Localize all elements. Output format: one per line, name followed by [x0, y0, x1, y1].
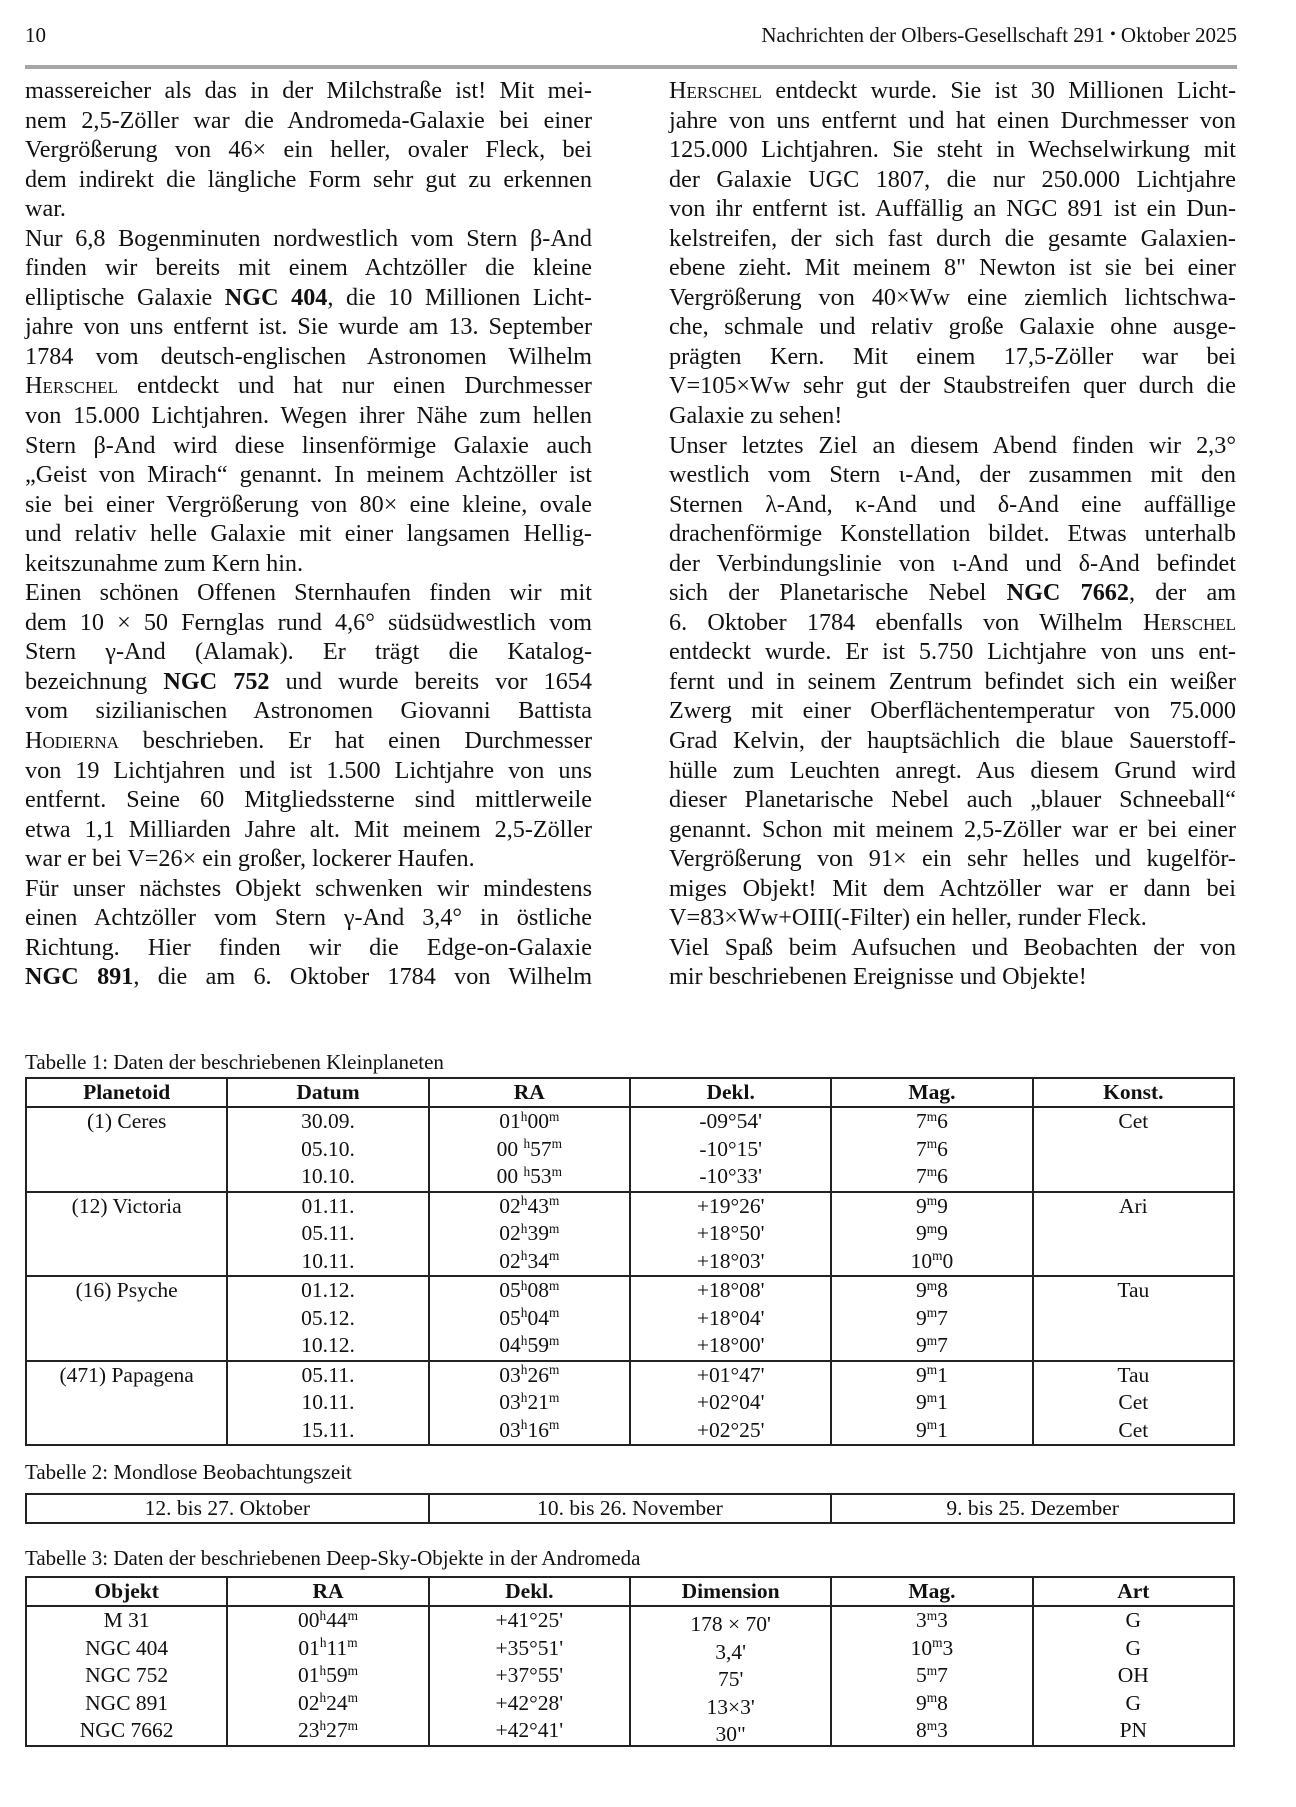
text-line [25, 312, 592, 342]
running-header [25, 20, 1237, 50]
text-line [25, 401, 592, 431]
text-run: 1784 vom deutsch-englischen Astronomen Wilhelm [25, 342, 592, 370]
object-designation: NGC 404 [224, 283, 328, 311]
text-line [669, 431, 1236, 461]
dimension-value: 3,4' [715, 1639, 747, 1664]
konst-value: Cet [1118, 1417, 1149, 1442]
ra-cell [429, 1107, 630, 1192]
text-line [25, 371, 592, 401]
text-run: finden wir bereits mit einem Achtzöller die kleine [25, 254, 592, 282]
table-kleinplaneten [25, 1077, 1235, 1446]
text-line [25, 608, 592, 638]
text-run: jahre von uns entfernt ist. Sie wurde am 13. September [25, 313, 592, 341]
text-run: dem indirekt die längliche Form sehr gut zu erkennen [25, 165, 592, 193]
text-run: V=83×Ww+OIII(-Filter) ein heller, runder Fleck. [669, 904, 1147, 932]
text-line [669, 519, 1236, 549]
text-run: Vergrößerung von 91× ein sehr helles und kugelför- [669, 845, 1236, 873]
mag-cell [831, 1192, 1032, 1277]
table1-caption: Tabelle 1: Daten der beschriebenen Kleinplaneten [25, 1050, 444, 1074]
page-number: 10 [25, 23, 46, 47]
ra-cell [429, 1276, 630, 1361]
objekt-value: NGC 891 [85, 1690, 169, 1715]
konst-cell [1033, 1192, 1234, 1277]
text-line [669, 342, 1236, 372]
issue-date: Oktober 2025 [1120, 23, 1237, 47]
planetoid-name: (471) Papagena [59, 1362, 194, 1387]
objekt-value: NGC 752 [85, 1663, 169, 1687]
text-run: hülle zum Leuchten anregt. Aus diesem Grund wird [669, 756, 1236, 784]
text-line [669, 815, 1236, 845]
datum-value: 10.11. [301, 1390, 355, 1414]
ra-value: 03$^h$16$^m$ [499, 1417, 560, 1442]
dekl-value: +41°25' [495, 1608, 564, 1632]
text-run: miges Objekt! Mit dem Achtzöller war er dann bei [669, 874, 1236, 902]
konst-value: Cet [1118, 1109, 1149, 1133]
text-line [25, 490, 592, 520]
text-run: , der am [1129, 579, 1237, 607]
article-column-right [669, 76, 1236, 992]
dekl-cell [630, 1107, 831, 1192]
table-header-row [26, 1078, 1234, 1107]
planetoid-cell [26, 1107, 227, 1192]
art-value: G [1125, 1690, 1142, 1715]
mag-cell [831, 1361, 1032, 1446]
text-run: jahre von uns entfernt und hat einen Durchmesser von [669, 106, 1236, 134]
text-run: Einen schönen Offenen Sternhaufen finden wir mit [25, 579, 592, 607]
table-cell: 10. bis 26. November [429, 1494, 832, 1523]
dekl-cell [630, 1192, 831, 1277]
ra-value: 23$^h$27$^m$ [297, 1717, 359, 1742]
table2-caption: Tabelle 2: Mondlose Beobachtungszeit [25, 1460, 352, 1484]
table-cell: 9. bis 25. Dezember [831, 1494, 1234, 1523]
text-run: westlich vom Stern ι-And, der zusammen mit den [669, 461, 1236, 489]
konst-value: Tau [1117, 1278, 1150, 1302]
header-rule [25, 65, 1237, 69]
konst-value [1034, 1220, 1233, 1248]
planetoid-name: (16) Psyche [75, 1278, 178, 1302]
table-header-row [26, 1577, 1234, 1606]
text-run: Stern β-And wird diese linsenförmige Galaxie auch [25, 431, 592, 459]
dekl-value: +18°08' [696, 1278, 765, 1302]
text-line [669, 135, 1236, 165]
dekl-value: +37°55' [495, 1663, 564, 1687]
text-run: , die 10 Millionen Licht- [327, 283, 592, 311]
planetoid-name: (1) Ceres [86, 1109, 167, 1133]
ra-cell [429, 1361, 630, 1446]
dekl-value: +18°00' [696, 1333, 765, 1357]
text-run: prägten Kern. Mit einem 17,5-Zöller war bei [669, 342, 1236, 370]
planetoid-cell [26, 1276, 227, 1361]
text-line [25, 76, 592, 106]
mag-value: 7$^m$6 [916, 1136, 948, 1161]
object-designation: NGC 891 [25, 963, 134, 991]
text-line [669, 253, 1236, 283]
author-name: Herschel [25, 372, 119, 400]
dekl-value: +02°25' [696, 1417, 765, 1442]
mag-value: 9$^m$1 [916, 1389, 948, 1414]
text-line [669, 933, 1236, 963]
text-line [669, 608, 1236, 638]
column-header: RA [429, 1078, 630, 1107]
mag-value: 7$^m$6 [916, 1108, 948, 1133]
datum-value: 30.09. [301, 1109, 355, 1133]
ra-value: 00 $^h$57$^m$ [496, 1136, 563, 1161]
dekl-value: +19°26' [696, 1193, 765, 1218]
text-run: dieser Planetarische Nebel auch „blauer Schneeball“ [669, 786, 1236, 814]
text-run: ebene zieht. Mit meinem 8" Newton ist sie bei einer [669, 254, 1236, 282]
mag-value: 9$^m$7 [916, 1305, 948, 1330]
dimension-value: 13×3' [706, 1694, 755, 1719]
planetoid-cell [26, 1192, 227, 1277]
datum-cell [227, 1107, 428, 1192]
column-header: Mag. [831, 1078, 1032, 1107]
text-line [669, 903, 1236, 933]
konst-value [1034, 1332, 1233, 1360]
table-row [26, 1494, 1234, 1523]
text-line [25, 460, 592, 490]
mag-value: 9$^m$1 [916, 1362, 948, 1387]
konst-cell [1033, 1361, 1234, 1446]
datum-cell [227, 1361, 428, 1446]
text-line [25, 696, 592, 726]
text-run: Für unser nächstes Objekt schwenken wir mindestens [25, 874, 592, 902]
text-run: einen Achtzöller vom Stern γ-And 3,4° in östliche [25, 904, 592, 932]
text-line [25, 165, 592, 195]
text-run: drachenförmige Konstellation bildet. Etwas unterhalb [669, 520, 1236, 548]
text-run: und wurde bereits vor 1654 [269, 667, 592, 695]
text-run: von 19 Lichtjahren und ist 1.500 Lichtjahre von uns [25, 756, 592, 784]
column-header: Mag. [831, 1577, 1032, 1606]
table-row-group [26, 1192, 1234, 1277]
text-run: von ihr entfernt ist. Auffällig an NGC 891 ist ein Dun- [669, 195, 1236, 223]
text-line [25, 874, 592, 904]
author-name: Hodierna [25, 727, 119, 755]
text-run: V=105×Ww sehr gut der Staubstreifen quer durch die [669, 372, 1236, 400]
publication-name: Nachrichten der Olbers-Gesellschaft 291 [761, 23, 1105, 47]
konst-value [1034, 1163, 1233, 1191]
table-mondlose-zeit [25, 1493, 1235, 1524]
ra-cell [227, 1606, 428, 1746]
text-line [25, 933, 592, 963]
text-line [25, 903, 592, 933]
column-header: Konst. [1033, 1078, 1234, 1107]
text-run: beschrieben. Er hat einen Durchmesser [118, 727, 592, 755]
ra-value: 04$^h$59$^m$ [499, 1332, 560, 1357]
text-run: mir beschriebenen Ereignisse und Objekte! [669, 963, 1087, 991]
dekl-cell [429, 1606, 630, 1746]
dekl-value: -10°15' [699, 1136, 762, 1161]
dekl-cell [630, 1361, 831, 1446]
datum-value: 10.11. [301, 1248, 355, 1273]
text-run: Vergrößerung von 40×Ww eine ziemlich lichtschwa- [669, 283, 1236, 311]
column-header: RA [227, 1577, 428, 1606]
datum-value: 10.12. [301, 1333, 355, 1357]
text-run: Vergrößerung von 46× ein heller, ovaler Fleck, bei [25, 136, 592, 164]
mag-value: 9$^m$9 [916, 1193, 948, 1218]
datum-value: 01.12. [301, 1278, 355, 1302]
text-line [669, 224, 1236, 254]
text-line [25, 726, 592, 756]
text-run: entdeckt wurde. Er ist 5.750 Lichtjahre von uns ent- [669, 638, 1236, 666]
text-line [25, 135, 592, 165]
konst-value [1034, 1248, 1233, 1276]
object-designation: NGC 7662 [1006, 579, 1129, 607]
planetoid-name: (12) Victoria [71, 1193, 182, 1218]
text-line [25, 253, 592, 283]
objekt-cell [26, 1606, 227, 1746]
ra-cell [429, 1192, 630, 1277]
text-run: vom sizilianischen Astronomen Giovanni Battista [25, 697, 592, 725]
table-body-row [26, 1606, 1234, 1746]
text-line [669, 696, 1236, 726]
art-value: PN [1119, 1718, 1148, 1742]
ra-value: 02$^h$34$^m$ [499, 1248, 560, 1273]
text-run: Grad Kelvin, der hauptsächlich die blaue Sauerstoff- [669, 727, 1236, 755]
text-run: Sternen λ-And, κ-And und δ-And eine auffällige [669, 490, 1236, 518]
text-run: Viel Spaß beim Aufsuchen und Beobachten der von [669, 933, 1236, 961]
text-run: entfernt. Seine 60 Mitgliedssterne sind mittlerweile [25, 786, 592, 814]
text-run: „Geist von Mirach“ genannt. In meinem Achtzöller ist [25, 461, 592, 489]
text-run: Richtung. Hier finden wir die Edge-on-Galaxie [25, 933, 592, 961]
text-run: kelstreifen, der sich fast durch die gesamte Galaxien- [669, 224, 1236, 252]
table-deep-sky-objekte [25, 1576, 1235, 1747]
text-line [25, 283, 592, 313]
mag-value: 5$^m$7 [916, 1662, 948, 1687]
objekt-value: NGC 404 [85, 1635, 169, 1660]
table-row-group [26, 1107, 1234, 1192]
text-line [669, 637, 1236, 667]
ra-value: 00 $^h$53$^m$ [496, 1163, 563, 1188]
text-run: war er bei V=26× ein großer, lockerer Haufen. [25, 845, 475, 873]
text-run: 6. Oktober 1784 ebenfalls von Wilhelm [669, 608, 1143, 636]
table-row-group [26, 1361, 1234, 1446]
text-run: che, schmale und relativ große Galaxie ohne ausge- [669, 313, 1236, 341]
ra-value: 02$^h$24$^m$ [297, 1690, 359, 1715]
column-header: Art [1033, 1577, 1234, 1606]
text-line [25, 844, 592, 874]
konst-value: Cet [1118, 1390, 1149, 1414]
text-run: Galaxie zu sehen! [669, 402, 843, 430]
mag-value: 9$^m$9 [916, 1220, 948, 1245]
dekl-value: +18°50' [696, 1221, 765, 1245]
ra-value: 02$^h$39$^m$ [499, 1220, 560, 1245]
publication-title [761, 20, 1237, 53]
column-header: Planetoid [26, 1078, 227, 1107]
text-line [25, 815, 592, 845]
datum-value: 01.11. [301, 1193, 355, 1218]
dimension-value: 30" [715, 1722, 746, 1746]
dekl-value: +02°04' [696, 1390, 765, 1414]
text-line [669, 874, 1236, 904]
mag-value: 8$^m$3 [916, 1717, 948, 1742]
dekl-cell [630, 1276, 831, 1361]
konst-value: Ari [1118, 1193, 1148, 1218]
ra-value: 01$^h$59$^m$ [297, 1662, 359, 1687]
dekl-value: +01°47' [696, 1362, 765, 1387]
text-run: sie bei einer Vergrößerung von 80× eine kleine, ovale [25, 490, 592, 518]
text-line [25, 549, 592, 579]
text-line [25, 756, 592, 786]
text-line [25, 431, 592, 461]
konst-value [1034, 1305, 1233, 1333]
text-line [25, 962, 592, 992]
column-header: Datum [227, 1078, 428, 1107]
article-column-left [25, 76, 592, 992]
mag-value: 3$^m$3 [916, 1607, 948, 1632]
table3-caption: Tabelle 3: Daten der beschriebenen Deep-Sky-Objekte in der Andromeda [25, 1546, 641, 1570]
text-run: elliptische Galaxie [25, 283, 225, 311]
text-run: sich der Planetarische Nebel [669, 579, 1007, 607]
datum-value: 05.10. [301, 1136, 355, 1161]
text-line [669, 844, 1236, 874]
text-run: dem 10 × 50 Fernglas rund 4,6° südsüdwestlich vom [25, 608, 592, 636]
text-line [25, 342, 592, 372]
text-line [669, 578, 1236, 608]
art-cell [1033, 1606, 1234, 1746]
text-run: , die am 6. Oktober 1784 von Wilhelm [133, 963, 593, 991]
column-header: Dimension [630, 1577, 831, 1606]
art-value: OH [1117, 1663, 1149, 1687]
planetoid-cell [26, 1361, 227, 1446]
datum-cell [227, 1276, 428, 1361]
text-run: fernt und in seinem Zentrum befindet sich ein weißer [669, 667, 1236, 695]
mag-value: 9$^m$8 [916, 1277, 948, 1302]
konst-cell [1033, 1276, 1234, 1361]
datum-value: 05.12. [301, 1305, 355, 1330]
text-run: entdeckt und hat nur einen Durchmesser [118, 372, 592, 400]
column-header: Dekl. [630, 1078, 831, 1107]
ra-value: 03$^h$26$^m$ [499, 1362, 560, 1387]
text-line [669, 490, 1236, 520]
bullet-separator: • [1110, 26, 1116, 43]
konst-value [1034, 1136, 1233, 1164]
ra-value: 01$^h$00$^m$ [499, 1108, 560, 1133]
text-line [25, 224, 592, 254]
konst-cell [1033, 1107, 1234, 1192]
ra-value: 01$^h$11$^m$ [298, 1635, 358, 1660]
dimension-value: 75' [717, 1667, 744, 1691]
dekl-value: +35°51' [495, 1635, 564, 1660]
text-line [25, 578, 592, 608]
text-line [669, 962, 1236, 992]
table-cell: 12. bis 27. Oktober [26, 1494, 429, 1523]
objekt-value: NGC 7662 [79, 1718, 174, 1742]
text-line [669, 106, 1236, 136]
text-run: bezeichnung [25, 667, 164, 695]
ra-value: 05$^h$08$^m$ [499, 1277, 560, 1302]
konst-value: Tau [1117, 1362, 1150, 1387]
mag-cell [831, 1276, 1032, 1361]
datum-value: 05.11. [301, 1362, 355, 1387]
dekl-value: +18°03' [696, 1248, 765, 1273]
text-line [669, 667, 1236, 697]
text-line [669, 549, 1236, 579]
dimension-value: 178 × 70' [690, 1612, 771, 1636]
text-line [25, 637, 592, 667]
art-value: G [1125, 1608, 1142, 1632]
dimension-cell [630, 1606, 831, 1746]
text-run: von 15.000 Lichtjahren. Wegen ihrer Nähe zum hellen [25, 402, 592, 430]
text-line [669, 460, 1236, 490]
text-run: genannt. Schon mit meinem 2,5-Zöller war er bei einer [669, 815, 1236, 843]
text-run: der Galaxie UGC 1807, die nur 250.000 Lichtjahre [669, 165, 1236, 193]
text-line [25, 194, 592, 224]
object-designation: NGC 752 [163, 667, 270, 695]
dekl-value: -09°54' [699, 1109, 762, 1133]
text-line [25, 667, 592, 697]
mag-value: 10$^m$0 [910, 1248, 954, 1273]
text-run: der Verbindungslinie von ι-And und δ-And befindet [669, 549, 1236, 577]
dekl-value: +18°04' [696, 1305, 765, 1330]
mag-value: 10$^m$3 [910, 1635, 954, 1660]
text-line [669, 371, 1236, 401]
text-run: und relativ helle Galaxie mit einer langsamen Hellig- [25, 520, 592, 548]
mag-cell [831, 1107, 1032, 1192]
ra-value: 00$^h$44$^m$ [297, 1607, 359, 1632]
text-line [669, 785, 1236, 815]
text-run: Nur 6,8 Bogenminuten nordwestlich vom Stern β-And [25, 224, 592, 252]
mag-value: 9$^m$1 [916, 1417, 948, 1442]
text-run: entdeckt wurde. Sie ist 30 Millionen Licht- [762, 77, 1236, 104]
text-line [669, 312, 1236, 342]
text-line [669, 76, 1236, 106]
datum-value: 05.11. [301, 1221, 355, 1245]
text-run: 125.000 Lichtjahren. Sie steht in Wechselwirkung mit [669, 136, 1236, 164]
table-row-group [26, 1276, 1234, 1361]
text-run: etwa 1,1 Milliarden Jahre alt. Mit meinem 2,5-Zöller [25, 815, 592, 843]
text-line [669, 194, 1236, 224]
mag-cell [831, 1606, 1032, 1746]
datum-value: 10.10. [301, 1164, 355, 1188]
text-run: war. [25, 195, 66, 223]
text-line [669, 283, 1236, 313]
dekl-value: +42°41' [495, 1718, 564, 1742]
art-value: G [1125, 1635, 1142, 1660]
ra-value: 02$^h$43$^m$ [499, 1193, 560, 1218]
text-run: keitszunahme zum Kern hin. [25, 549, 304, 577]
text-run: Unser letztes Ziel an diesem Abend finden wir 2,3° [669, 431, 1236, 459]
text-line [669, 726, 1236, 756]
text-line [669, 756, 1236, 786]
mag-value: 7$^m$6 [916, 1163, 948, 1188]
text-run: massereicher als das in der Milchstraße ist! Mit mei- [25, 77, 592, 104]
mag-value: 9$^m$8 [916, 1690, 948, 1715]
column-header: Objekt [26, 1577, 227, 1606]
mag-value: 9$^m$7 [916, 1332, 948, 1357]
column-header: Dekl. [429, 1577, 630, 1606]
dekl-value: -10°33' [699, 1164, 762, 1188]
author-name: Herschel [1142, 608, 1236, 636]
author-name: Herschel [669, 77, 763, 104]
text-run: Stern γ-And (Alamak). Er trägt die Katalog- [25, 638, 592, 666]
text-line [25, 519, 592, 549]
text-run: Zwerg mit einer Oberflächentemperatur von 75.000 [669, 697, 1236, 725]
ra-value: 05$^h$04$^m$ [499, 1305, 560, 1330]
dekl-value: +42°28' [495, 1690, 564, 1715]
text-line [669, 165, 1236, 195]
text-line [25, 785, 592, 815]
objekt-value: M 31 [103, 1608, 150, 1632]
text-run: nem 2,5-Zöller war die Andromeda-Galaxie bei einer [25, 106, 592, 134]
datum-cell [227, 1192, 428, 1277]
text-line [25, 106, 592, 136]
ra-value: 03$^h$21$^m$ [499, 1389, 560, 1414]
text-line [669, 401, 1236, 431]
datum-value: 15.11. [301, 1417, 355, 1442]
